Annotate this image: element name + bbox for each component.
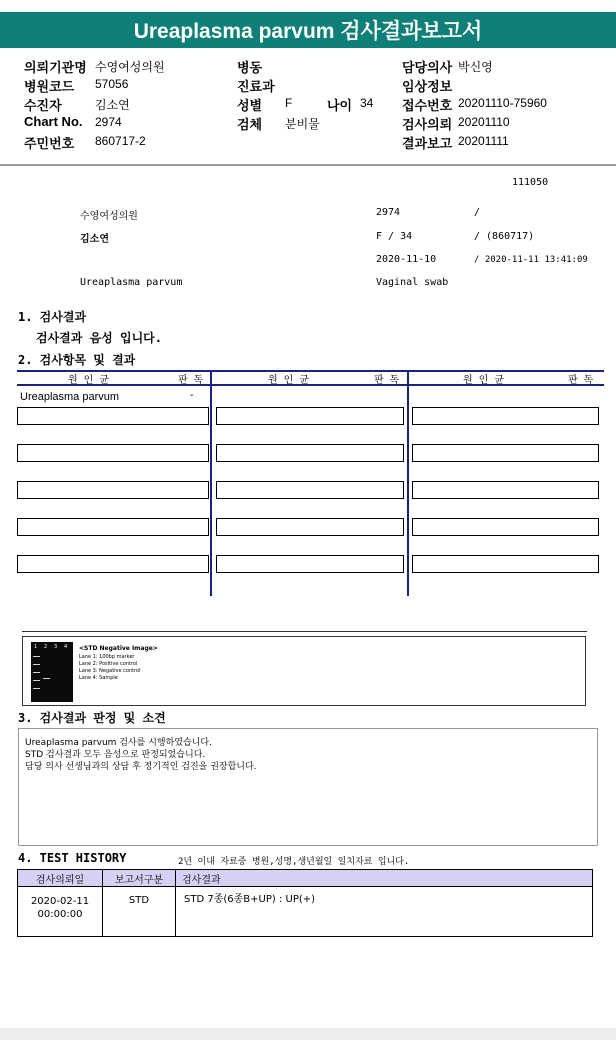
table-divider-1 [210, 370, 212, 596]
page-bottom-bar [0, 1028, 616, 1040]
empty-row [216, 518, 404, 536]
empty-row [216, 444, 404, 462]
report-patient: 김소연 [80, 234, 109, 245]
history-header-date: 검사의뢰일 [18, 870, 103, 887]
patient-info-header [0, 52, 616, 164]
marker-band [33, 656, 40, 657]
empty-row [216, 407, 404, 425]
patient-value: 김소연 [95, 98, 130, 112]
clinical-info-label: 임상정보 [402, 79, 453, 94]
report-value: 20201111 [458, 134, 509, 148]
section4-title: 4. TEST HISTORY [18, 851, 127, 865]
specimen-label: 검체 [237, 117, 263, 132]
ssn-value: 860717-2 [95, 134, 146, 148]
gel-legend-line: Lane 3: Negative control [79, 668, 141, 674]
gel-image-box [22, 636, 586, 706]
section2-title: 2. 검사항목 및 결과 [18, 353, 136, 367]
col-judgement-2: 판 독 [374, 375, 400, 386]
history-result: STD 7종(6종B+UP) : UP(+) [176, 887, 593, 937]
receipt-value: 20201110-75960 [458, 96, 547, 110]
report-page [0, 166, 616, 1028]
institution-label: 의뢰기관명 [24, 60, 87, 75]
report-sex-age: F / 34 [376, 231, 413, 242]
empty-row [216, 481, 404, 499]
empty-row [17, 481, 209, 499]
report-datetime: / 2020-11-11 13:41:09 [474, 255, 588, 265]
dept-label: 진료과 [237, 79, 275, 94]
col-organism-3: 원 인 균 [463, 375, 505, 386]
empty-row [17, 518, 209, 536]
control-band [43, 678, 50, 679]
col-organism-2: 원 인 균 [268, 375, 310, 386]
empty-row [17, 555, 209, 573]
lane-label: 1 [34, 644, 38, 650]
age-value: 34 [360, 96, 374, 110]
report-code: 111050 [512, 177, 549, 188]
report-title: Ureaplasma parvum 검사결과보고서 [0, 12, 616, 48]
gel-image [31, 642, 73, 702]
lane-label: 2 [44, 644, 48, 650]
section4-note: 2년 이내 자료중 병원,성명,생년월일 일치자료 입니다. [178, 857, 410, 867]
age-label: 나이 [327, 98, 353, 113]
col-judgement-3: 판 독 [568, 375, 594, 386]
history-date-cell [18, 887, 103, 937]
patient-label: 수진자 [24, 98, 62, 113]
image-top-line [22, 631, 587, 632]
ssn-label: 주민번호 [24, 136, 75, 151]
report-receipt-date: 2020-11-10 [376, 254, 437, 265]
empty-row [412, 481, 599, 499]
gel-legend-line: Lane 1: 100bp marker [79, 654, 135, 660]
col-judgement-1: 판 독 [178, 375, 204, 386]
history-type: STD [103, 887, 176, 937]
gel-legend-line: Lane 4: Sample [79, 675, 118, 681]
hospital-code-label: 병원코드 [24, 79, 75, 94]
table-row [18, 887, 593, 937]
lane-label: 3 [54, 644, 58, 650]
report-test-name: Ureaplasma parvum [80, 277, 183, 288]
empty-row [412, 518, 599, 536]
section3-title: 3. 검사결과 판정 및 소견 [18, 711, 166, 725]
table-divider-2 [407, 370, 409, 596]
opinion-line: 담당 의사 선생님과의 상담 후 정기적인 검진을 권장합니다. [25, 762, 257, 772]
history-date: 2020-02-11 [30, 896, 90, 907]
doctor-value: 박신영 [458, 60, 493, 74]
lane-label: 4 [64, 644, 68, 650]
empty-row [17, 444, 209, 462]
chart-value: 2974 [95, 115, 122, 129]
doctor-label: 담당의사 [402, 60, 453, 75]
hospital-code-value: 57056 [95, 77, 129, 91]
report-birth: / (860717) [474, 231, 535, 242]
institution-value: 수영여성의원 [95, 60, 165, 74]
sex-label: 성별 [237, 98, 263, 113]
gel-legend [79, 645, 158, 682]
gel-legend-title: <STD Negative Image> [79, 645, 158, 652]
ward-label: 병동 [237, 60, 263, 75]
receipt-label: 접수번호 [402, 98, 453, 113]
history-time: 00:00:00 [37, 909, 83, 920]
opinion-line: Ureaplasma parvum 검사를 시행하였습니다. [25, 738, 212, 748]
report-institution: 수영여성의원 [80, 211, 138, 222]
report-label: 결과보고 [402, 136, 453, 151]
report-slash: / [474, 207, 481, 218]
sex-value: F [285, 96, 293, 110]
history-header-result: 검사결과 [176, 870, 593, 887]
empty-row [412, 555, 599, 573]
report-chart: 2974 [376, 207, 401, 218]
request-label: 검사의뢰 [402, 117, 453, 132]
marker-band [33, 672, 40, 673]
chart-label: Chart No. [24, 114, 83, 129]
section1-title: 1. 검사결과 [18, 310, 87, 324]
result-organism: Ureaplasma parvum [20, 391, 120, 403]
empty-row [412, 444, 599, 462]
marker-band [33, 688, 40, 689]
specimen-value: 분비물 [285, 117, 320, 131]
opinion-line: STD 검사결과 모두 음성으로 판정되었습니다. [25, 750, 206, 760]
marker-band [33, 680, 40, 681]
report-specimen: Vaginal swab [376, 277, 449, 288]
result-judgement: - [190, 390, 194, 401]
empty-row [412, 407, 599, 425]
history-header-type: 보고서구분 [103, 870, 176, 887]
col-organism-1: 원 인 균 [68, 375, 110, 386]
marker-band [33, 664, 40, 665]
history-table [17, 869, 593, 937]
section1-result: 검사결과 음성 입니다. [36, 331, 163, 345]
opinion-box [18, 728, 598, 846]
request-value: 20201110 [458, 115, 510, 129]
empty-row [17, 407, 209, 425]
gel-legend-line: Lane 2: Positive control [79, 661, 138, 667]
empty-row [216, 555, 404, 573]
